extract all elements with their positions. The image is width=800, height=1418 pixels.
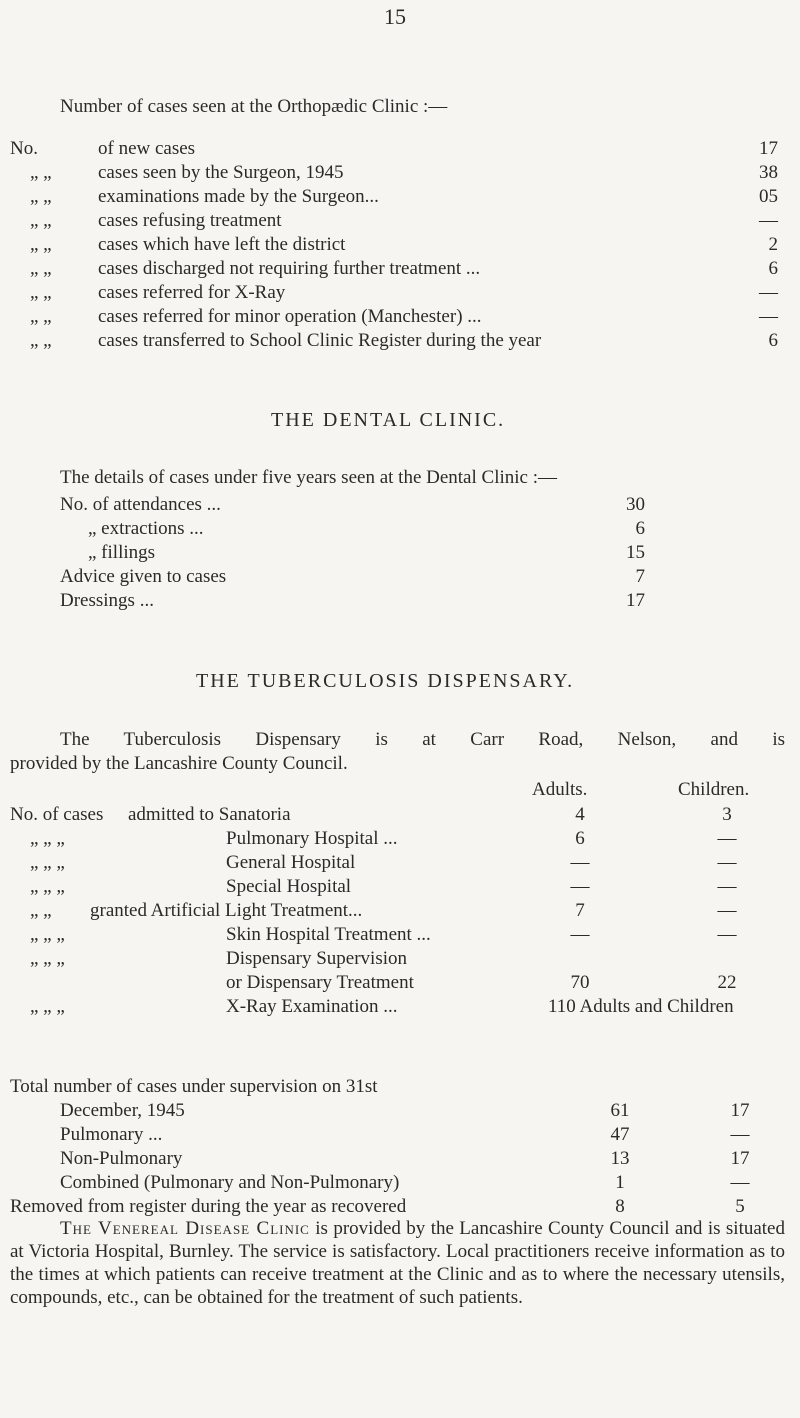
tb-row-prefix: „ „ „: [30, 828, 65, 849]
tb-row-prefix: „ „ „: [30, 948, 65, 969]
ortho-row-label: cases refusing treatment: [98, 210, 282, 231]
ortho-row-prefix: „ „: [30, 258, 52, 279]
tb-row-adults: 6: [575, 828, 585, 849]
dental-row-value: 7: [635, 566, 645, 587]
tb-total-intro: Total number of cases under supervision on 31st: [10, 1076, 378, 1097]
ortho-row-value: 2: [768, 234, 778, 255]
ortho-row-prefix: „ „: [30, 186, 52, 207]
tb-row: [0, 948, 800, 972]
ortho-intro: Number of cases seen at the Orthopædic Clinic :—: [60, 96, 448, 117]
tb-row-children: —: [717, 852, 737, 873]
tb-row-children: —: [717, 924, 737, 945]
tb-intro-line2: provided by the Lancashire County Council.: [10, 753, 348, 774]
ortho-row-label: cases which have left the district: [98, 234, 346, 255]
tb-row-adults: 110 Adults and Children: [548, 996, 734, 1017]
ortho-row-value: 05: [759, 186, 778, 207]
ortho-row-prefix: „ „: [30, 330, 52, 351]
tb-total-adults: 61: [610, 1100, 630, 1121]
ortho-row: [10, 330, 790, 354]
tb-row-prefix: „ „ „: [30, 924, 65, 945]
ortho-row: [10, 234, 790, 258]
tb-total-label: Combined (Pulmonary and Non-Pulmonary): [60, 1172, 400, 1193]
dental-row: [0, 494, 800, 518]
dental-heading: THE DENTAL CLINIC.: [271, 409, 506, 431]
dental-row-value: 30: [626, 494, 645, 515]
tb-total-label: December, 1945: [60, 1100, 185, 1121]
tb-total-children: 17: [730, 1148, 750, 1169]
ortho-row: [10, 282, 790, 306]
tb-row: [0, 828, 800, 852]
tb-row-label: Dispensary Supervision: [226, 948, 408, 969]
ortho-row-prefix: „ „: [30, 306, 52, 327]
dental-row: [0, 542, 800, 566]
ortho-row: [10, 162, 790, 186]
dental-row-label: „ fillings: [88, 542, 156, 563]
ortho-row-prefix: „ „: [30, 282, 52, 303]
ortho-row: [10, 210, 790, 234]
dental-row-label: Dressings ...: [60, 590, 154, 611]
tb-row-label: General Hospital: [226, 852, 356, 873]
tb-heading: THE TUBERCULOSIS DISPENSARY.: [196, 670, 575, 692]
tb-row-adults: —: [570, 876, 590, 897]
ortho-row-prefix: „ „: [30, 162, 52, 183]
ortho-row-label: cases referred for X-Ray: [98, 282, 286, 303]
tb-total-label: Pulmonary ...: [60, 1124, 163, 1145]
tb-total-row: [0, 1148, 800, 1172]
tb-row: [0, 876, 800, 900]
tb-total-children: —: [730, 1172, 750, 1193]
dental-row-value: 15: [626, 542, 645, 563]
page-number: 15: [384, 4, 406, 29]
tb-row-label: Special Hospital: [226, 876, 352, 897]
tb-row-label: or Dispensary Treatment: [226, 972, 414, 993]
tb-row-children: —: [717, 876, 737, 897]
ortho-row-value: 17: [759, 138, 778, 159]
ortho-row-label: examinations made by the Surgeon...: [98, 186, 379, 207]
tb-total-adults: 8: [615, 1196, 625, 1217]
ortho-row-prefix: „ „: [30, 234, 52, 255]
dental-row: [0, 518, 800, 542]
dental-row-label: Advice given to cases: [60, 566, 227, 587]
tb-row-prefix: „ „: [30, 900, 52, 921]
tb-col-adults: Adults.: [532, 779, 588, 800]
ortho-row: [10, 306, 790, 330]
dental-row-value: 17: [626, 590, 645, 611]
ortho-row-label: cases discharged not requiring further treatment ...: [98, 258, 481, 279]
ortho-row-prefix: „ „: [30, 210, 52, 231]
tb-row-prefix: No. of cases: [10, 804, 104, 825]
dental-row-label: No. of attendances ...: [60, 494, 221, 515]
tb-row-prefix: „ „ „: [30, 876, 65, 897]
tb-col-children: Children.: [678, 779, 750, 800]
tb-row-adults: 70: [570, 972, 590, 993]
ortho-row: [10, 186, 790, 210]
tb-row-label: Pulmonary Hospital ...: [226, 828, 398, 849]
tb-row-prefix: „ „ „: [30, 852, 65, 873]
tb-total-children: 17: [730, 1100, 750, 1121]
tb-row-children: 22: [717, 972, 737, 993]
tb-row: [0, 852, 800, 876]
tb-row-children: —: [717, 828, 737, 849]
tb-total-row: [0, 1124, 800, 1148]
tb-row-adults: —: [570, 852, 590, 873]
tb-row-adults: 7: [575, 900, 585, 921]
venereal-heading: The Venereal Disease Clinic: [60, 1218, 310, 1239]
tb-row: [0, 804, 800, 828]
ortho-row-label: cases seen by the Surgeon, 1945: [98, 162, 344, 183]
tb-row-label: granted Artificial Light Treatment...: [90, 900, 363, 921]
ortho-row: [10, 138, 790, 162]
ortho-row: [10, 258, 790, 282]
dental-intro: The details of cases under five years seen at the Dental Clinic :—: [60, 467, 557, 488]
ortho-row-value: —: [759, 210, 778, 231]
ortho-row-value: —: [759, 282, 778, 303]
tb-total-label: Non-Pulmonary: [60, 1148, 183, 1169]
tb-intro-line1: The Tuberculosis Dispensary is at Carr Road, Nelson, and is: [60, 729, 785, 750]
tb-total-children: —: [730, 1124, 750, 1145]
tb-total-row: [0, 1172, 800, 1196]
tb-total-label: Removed from register during the year as recovered: [10, 1196, 407, 1217]
dental-row-label: „ extractions ...: [88, 518, 204, 539]
tb-row-children: —: [717, 900, 737, 921]
tb-total-row: [0, 1100, 800, 1124]
tb-total-adults: 13: [610, 1148, 630, 1169]
tb-row: [0, 996, 800, 1020]
tb-row-prefix: „ „ „: [30, 996, 65, 1017]
tb-total-children: 5: [735, 1196, 745, 1217]
tb-row-label: Skin Hospital Treatment ...: [226, 924, 431, 945]
venereal-paragraph: [10, 1217, 785, 1309]
venereal-text: is provided by the Lancashire County Council and is situated at Victoria Hospital, Burnley. The service is satisfactory. Local practitioners receive information as to the times at which patients can receive treatment at the Clinic and as to where the necessary utensils, compounds, etc., can be obtained for the treatment of such patients.: [10, 1218, 785, 1308]
dental-row: [0, 590, 800, 614]
tb-row-label: admitted to Sanatoria: [128, 804, 291, 825]
tb-row-adults: 4: [575, 804, 585, 825]
tb-total-adults: 47: [610, 1124, 630, 1145]
tb-row-label: X-Ray Examination ...: [226, 996, 398, 1017]
tb-row: [0, 972, 800, 996]
ortho-row-value: 6: [768, 258, 778, 279]
ortho-row-label: cases transferred to School Clinic Register during the year: [98, 330, 542, 351]
ortho-row-label: cases referred for minor operation (Manchester) ...: [98, 306, 482, 327]
tb-total-adults: 1: [615, 1172, 625, 1193]
ortho-row-value: 6: [768, 330, 778, 351]
tb-row: [0, 900, 800, 924]
tb-row-adults: —: [570, 924, 590, 945]
ortho-row-prefix: No.: [10, 138, 38, 159]
ortho-row-value: 38: [759, 162, 778, 183]
dental-row: [0, 566, 800, 590]
tb-row: [0, 924, 800, 948]
dental-row-value: 6: [635, 518, 645, 539]
ortho-row-value: —: [759, 306, 778, 327]
tb-row-children: 3: [722, 804, 732, 825]
ortho-row-label: of new cases: [98, 138, 196, 159]
